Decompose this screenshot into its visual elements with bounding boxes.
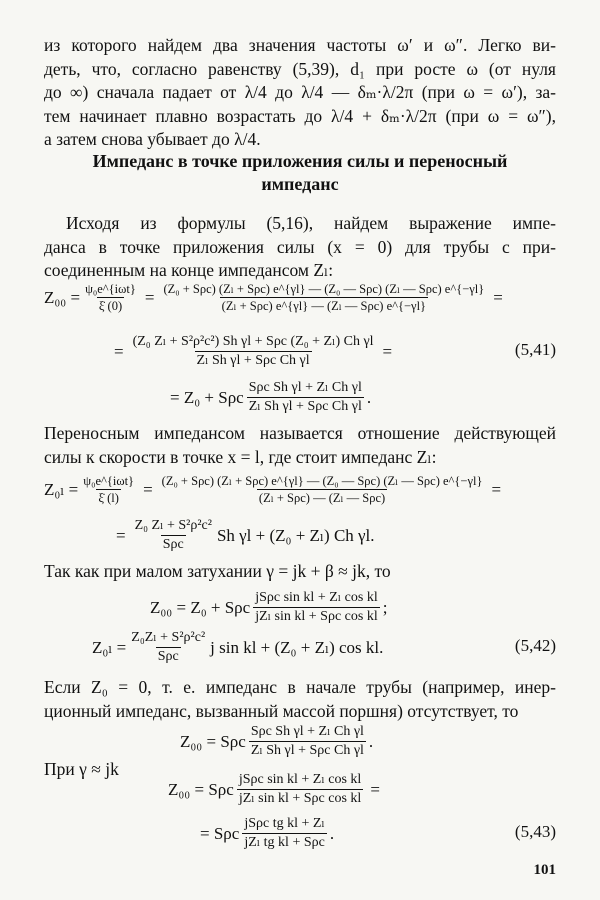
- fraction: [253, 590, 380, 625]
- numerator: ψ₀e^{iωt}: [83, 474, 135, 488]
- eq-lhs: = Sρc: [200, 823, 240, 843]
- text-line: Переносным импедансом называется отношение действующей: [44, 423, 556, 443]
- fraction: [133, 518, 214, 553]
- fraction: [242, 816, 327, 851]
- denominator: Sρc: [157, 649, 179, 664]
- text-line: деть, что, согласно равенству (5,39), d₁ при росте ω (от нуля: [44, 58, 556, 79]
- eq-tail: j sin kl + (Z₀ + Zₗ) cos kl.: [210, 637, 384, 657]
- numerator: jSρc sin kl + Zₗ cos kl: [238, 772, 362, 787]
- equation-z0l-definition: Z₀ₗ = $\frac{\text{ψ₀e\textasciicircum{}\{iωt\}}}{\xi̇ (l)}$ = $\frac{\text{(Z₀ + Sρc) (Zₗ + Sρc) e\textasciicircum{}\{γl\} — (Z₀ — Sρc) (Zₗ — Sρc) e\textasciicircum{}\{−γl\}}}{\text{(Zₗ + Sρc) — (Zₗ — Sρc)}}$ =: [44, 474, 502, 505]
- equation-z00-simplified: = Z₀ + Sρc $\frac{\text{Sρc Sh γl + Zₗ Ch γl}}{\text{Zₗ Sh γl + Sρc Ch γl}}$ .: [170, 380, 372, 414]
- eq-lhs: Z₀ₗ =: [44, 479, 79, 499]
- equation-z00-definition: Z₀₀ = $\frac{\text{ψ₀e\textasciicircum{}\{iωt\}}}{\xi̇ (0)}$ = $\frac{\text{(Z₀ + Sρc) (Zₗ + Sρc) e\textasciicircum{}\{γl\} — (Z₀ — Sρc) (Zₗ — Sρc) e\textasciicircum{}\{−γl\}}}{\text{(Zₗ + Sρc) e\textasciicircum{}\{γl\} — (Zₗ — Sρc) e\textasciicircum{}\{−γl\}}}$ =: [44, 282, 503, 313]
- equation-z00-hyperbolic: = $\frac{\text{(Z₀ Zₗ + S²ρ²c²) Sh γl + Sρc (Z₀ + Zₗ) Ch γl}}{\text{Zₗ Sh γl + Sρc Ch γl}}$ =: [114, 334, 393, 368]
- numerator: jSρc tg kl + Zₗ: [244, 816, 325, 831]
- denominator: jZₗ tg kl + Sρc: [244, 835, 325, 850]
- fraction: [247, 380, 364, 415]
- eq-tail: Sh γl + (Z₀ + Zₗ) Ch γl.: [216, 525, 375, 545]
- text-line: При γ ≈ jk: [44, 759, 119, 779]
- denominator: Zₗ Sh γl + Sρc Ch γl: [250, 743, 364, 758]
- paragraph-intro: [44, 34, 556, 152]
- text-line: тем начинает плавно возрастать до λ/4 + δₘ·λ/2π (при ω = ω″),: [44, 105, 556, 126]
- numerator: Z₀ Zₗ + S²ρ²c²: [134, 518, 212, 533]
- equation-z00-jk: [168, 772, 384, 807]
- text-line: соединенным на конце импедансом Zₗ:: [44, 260, 334, 280]
- denominator: (Zₗ + Sρc) — (Zₗ — Sρc): [258, 491, 386, 505]
- denominator: Zₗ Sh γl + Sρc Ch γl: [196, 353, 310, 368]
- page-number: 101: [533, 862, 556, 878]
- fraction: [131, 334, 376, 369]
- paragraph-zero-impedance: [44, 676, 556, 723]
- paragraph-transfer-impedance: [44, 422, 556, 469]
- fraction: [83, 282, 138, 313]
- denominator: jZₗ sin kl + Sρc cos kl: [255, 609, 378, 624]
- equation-z00-tg: = Sρc $\frac{\text{jSρc tg kl + Zₗ}}{\text{jZₗ tg kl + Sρc}}$ .: [200, 816, 335, 850]
- text-line: Исходя из формулы (5,16), найдем выражение импе-: [66, 213, 556, 233]
- eq-lhs: Z₀ₗ =: [92, 637, 127, 657]
- fraction: [81, 474, 136, 505]
- fraction: [237, 772, 364, 807]
- numerator: (Z₀ + Sρc) (Zₗ + Sρc) e^{γl} — (Z₀ — Sρc) (Zₗ — Sρc) e^{−γl}: [163, 282, 485, 296]
- section-heading: [70, 150, 530, 196]
- numerator: Sρc Sh γl + Zₗ Ch γl: [250, 724, 364, 739]
- numerator: ψ₀e^{iωt}: [85, 282, 136, 296]
- text-line: Если Z₀ = 0, т. е. импеданс в начале трубы (например, инер-: [44, 677, 556, 697]
- equation-number: (5,43): [514, 822, 556, 841]
- denominator: (Zₗ + Sρc) e^{γl} — (Zₗ — Sρc) e^{−γl}: [221, 299, 427, 313]
- denominator: ξ̇ (l): [98, 491, 119, 505]
- eq-lhs: Z₀₀ = Sρc: [168, 779, 234, 799]
- text-line: из которого найдем два значения частоты ω′ и ω″. Легко ви-: [44, 35, 556, 55]
- numerator: jSρc sin kl + Zₗ cos kl: [255, 590, 378, 605]
- equals-sign: =: [493, 287, 503, 307]
- eq-lhs: Z₀₀ = Sρc: [180, 731, 246, 751]
- text-line: силы к скорости в точке x = l, где стоит импеданс Zₗ:: [44, 446, 437, 467]
- fraction: [160, 474, 485, 505]
- fraction: [129, 630, 207, 665]
- denominator: Sρc: [162, 537, 184, 552]
- equation-z00-trig: Z₀₀ = Z₀ + Sρc $\frac{\text{jSρc sin kl + Zₗ cos kl}}{\text{jZₗ sin kl + Sρc cos kl}}$ ;: [150, 590, 388, 624]
- numerator: Sρc Sh γl + Zₗ Ch γl: [248, 380, 362, 395]
- text-line: ционный импеданс, вызванный массой поршня) отсутствует, то: [44, 700, 519, 721]
- denominator: Zₗ Sh γl + Sρc Ch γl: [248, 399, 362, 414]
- fraction: [249, 724, 366, 759]
- equation-z0l-trig: [92, 630, 383, 665]
- paragraph-small-damping: [44, 560, 556, 584]
- equation-z0l-result: = $\frac{\text{Z₀ Zₗ + S²ρ²c²}}{\text{Sρc}}$ Sh γl + (Z₀ + Zₗ) Ch γl.: [116, 518, 375, 552]
- numerator: Z₀Zₗ + S²ρ²c²: [131, 630, 206, 645]
- eq-lhs: = Z₀ + Sρc: [170, 387, 244, 407]
- eq-lhs: Z₀₀ =: [44, 287, 81, 307]
- eq-lhs: Z₀₀ = Z₀ + Sρc: [150, 597, 251, 617]
- paragraph-impedance-definition: [44, 212, 556, 283]
- equation-number: (5,42): [514, 636, 556, 655]
- heading-line: импеданс: [261, 174, 339, 194]
- equation-number: (5,41): [514, 340, 556, 359]
- text-line: до ∞) сначала падает от λ/4 до λ/4 — δₘ·λ/2π (при ω = ω′), за-: [44, 82, 556, 102]
- text-line: Так как при малом затухании γ = jk + β ≈ jk, то: [44, 561, 391, 581]
- fraction: [161, 282, 486, 313]
- denominator: ξ̇ (0): [98, 299, 123, 313]
- numerator: (Z₀ + Sρc) (Zₗ + Sρc) e^{γl} — (Z₀ — Sρc) (Zₗ — Sρc) e^{−γl}: [161, 474, 483, 488]
- equation-z00-z0-zero: Z₀₀ = Sρc $\frac{\text{Sρc Sh γl + Zₗ Ch γl}}{\text{Zₗ Sh γl + Sρc Ch γl}}$ .: [180, 724, 374, 758]
- heading-line: Импеданс в точке приложения силы и переносный: [92, 151, 508, 171]
- numerator: (Z₀ Zₗ + S²ρ²c²) Sh γl + Sρc (Z₀ + Zₗ) Ch γl: [132, 334, 374, 349]
- denominator: jZₗ sin kl + Sρc cos kl: [238, 791, 362, 806]
- text-line: данса в точке приложения силы (x = 0) для трубы с при-: [44, 236, 556, 257]
- equals-sign: =: [370, 779, 380, 799]
- text-line: а затем снова убывает до λ/4.: [44, 129, 261, 149]
